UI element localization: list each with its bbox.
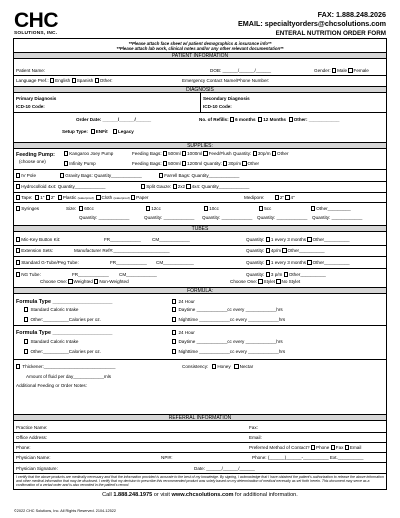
- gtube-other-checkbox[interactable]: [307, 260, 311, 264]
- nonweighted-checkbox[interactable]: [94, 279, 98, 283]
- bag-500b-label: 500ml: [168, 161, 181, 166]
- ng-cm-field[interactable]: CM____________: [119, 272, 157, 277]
- syringe-5-label: 5cc: [264, 206, 272, 211]
- tape-label: Tape:: [21, 195, 33, 200]
- dob-field[interactable]: DOB: ______/______/______: [210, 68, 272, 73]
- gtube-fr-field[interactable]: FR____________: [110, 260, 147, 265]
- tubes-header: TUBES: [14, 225, 386, 232]
- refill-other-label: Other: ____________: [293, 117, 340, 122]
- hour24-1: [172, 299, 195, 304]
- formula-header: FORMULA:: [14, 287, 386, 294]
- pref-email-label: Email: [349, 445, 362, 450]
- extension-4pm-checkbox[interactable]: [266, 248, 270, 252]
- pref-fax-checkbox[interactable]: [331, 445, 335, 449]
- syringe-other-label: Other_________: [316, 206, 351, 211]
- infinity-label: Infinity Pump: [69, 161, 96, 166]
- syringe-other-checkbox[interactable]: [311, 206, 315, 210]
- extension-other-checkbox[interactable]: [282, 248, 286, 252]
- syringe-60-qty[interactable]: Quantity: ____________: [79, 215, 130, 220]
- supplies-header: SUPPLIES:: [14, 142, 386, 149]
- referral-fax-label: Fax:: [249, 425, 258, 430]
- bags-30pm-checkbox[interactable]: [253, 151, 257, 155]
- order-date-field[interactable]: Order Date: ______/______/______: [76, 117, 152, 122]
- preferred-contact-label: Preferred Method of Contact?: [249, 445, 310, 450]
- english-checkbox[interactable]: [50, 78, 54, 82]
- email-address[interactable]: EMAIL: specialtyorders@chcsolutions.com: [238, 19, 386, 28]
- refills-field: [199, 117, 339, 122]
- primary-diagnosis-label: Primary Diagnosis: [16, 96, 57, 101]
- cloth-checkbox[interactable]: [96, 195, 100, 199]
- mickey-other-label: Other__________: [312, 237, 350, 242]
- form-title: ENTERAL NUTRITION ORDER FORM: [275, 30, 386, 37]
- bags-other-label: Other: [277, 151, 289, 156]
- lang-other-label: Other:: [99, 78, 113, 83]
- other-calories-1-checkbox[interactable]: [24, 317, 28, 321]
- paper-label: Paper: [136, 195, 149, 200]
- extension-other-label: Other__________: [287, 248, 325, 253]
- honey-label: Honey: [217, 364, 231, 369]
- referral-phone-label: Phone:: [16, 445, 31, 450]
- fluid-per-day-field[interactable]: Amount of fluid per day____________mls: [26, 374, 112, 379]
- syringe-5-qty[interactable]: Quantity: ____________: [257, 215, 308, 220]
- order-form: [13, 38, 387, 490]
- other-calories-1-label: Other:__________Calories per oz.: [30, 317, 101, 322]
- syringe-size-label: Size:: [66, 206, 77, 211]
- weight-choose-label: Choose One:: [40, 279, 68, 284]
- feeding-bags-row-1: [132, 151, 289, 156]
- syringe-other-qty[interactable]: Quantity: ____________: [312, 215, 363, 220]
- weight-choice: [40, 279, 129, 284]
- plastic-label: Plastic: [62, 195, 77, 200]
- preferred-contact: [249, 445, 361, 450]
- tape-2in-label: 2": [50, 195, 56, 200]
- stylet-label: Stylet: [263, 279, 276, 284]
- male-label: Male: [337, 68, 348, 73]
- spanish-label: Spanish: [76, 78, 94, 83]
- attach-note-2: **Please attach lab work, clinical notes and/or any other relevant documentation**: [116, 46, 284, 51]
- legacy-checkbox[interactable]: [113, 129, 117, 133]
- patient-name-label: Patient Name:: [16, 68, 46, 73]
- consistency-field: [182, 364, 253, 369]
- daytime-1-label: Daytime ____________cc every ____________hrs: [178, 307, 283, 312]
- plastic-waterproof-note: (waterproof): [77, 196, 94, 200]
- syringe-10-label: 10cc: [209, 206, 219, 211]
- formula-type-1[interactable]: Formula Type ____________________: [16, 299, 113, 305]
- medipore-2in-label: 2": [279, 195, 285, 200]
- iv-pole-label: IV Pole: [21, 173, 36, 178]
- mickey-option: [16, 237, 60, 242]
- standard-intake-2-label: Standard Caloric Intake: [30, 339, 79, 344]
- physician-signature-label: Physician Signature:: [16, 466, 58, 471]
- spanish-checkbox[interactable]: [72, 78, 76, 82]
- kangaroo-label: Kangaroo Joey Pump: [69, 151, 114, 156]
- bags-other-checkbox[interactable]: [272, 151, 276, 155]
- secondary-icd-label: ICD-10 Code:: [203, 104, 232, 109]
- bag-1200-checkbox[interactable]: [182, 161, 186, 165]
- footer-call-mid: or visit: [152, 492, 172, 498]
- syringe-60-checkbox[interactable]: [79, 206, 83, 210]
- pref-fax-label: Fax: [335, 445, 344, 450]
- gender-field: [314, 68, 369, 73]
- farrell-checkbox[interactable]: [159, 173, 163, 177]
- syringe-60-label: 60cc: [84, 206, 94, 211]
- female-label: Female: [353, 68, 369, 73]
- gauze-4x4-label: 4x4: Quantity____________: [191, 184, 250, 189]
- secondary-diagnosis-label: Secondary Diagnosis: [203, 96, 250, 101]
- nonweighted-label: Non-Weighted: [99, 279, 129, 284]
- refill-6-checkbox[interactable]: [230, 117, 234, 121]
- ng-qty-label: Quantity:: [246, 272, 265, 277]
- feed-flush-checkbox[interactable]: [203, 151, 207, 155]
- ng-qty: [246, 272, 326, 277]
- bags2-30pm-checkbox[interactable]: [223, 161, 227, 165]
- syringe-10: [204, 206, 219, 211]
- daytime-1-checkbox[interactable]: [172, 307, 176, 311]
- language-label: Language Pref.:: [16, 78, 49, 83]
- feeding-bags-label-1: Feeding Bags:: [132, 151, 162, 156]
- emergency-contact-label: Emergency Contact Name/Phone Number:: [182, 78, 270, 83]
- copyright: ©2022 CHC Solutions, Inc. All Rights Reserved. 2104-12522: [14, 509, 116, 513]
- ng-3pm-label: 3 p/m: [270, 272, 283, 277]
- stylet-checkbox[interactable]: [258, 279, 262, 283]
- other-calories-1: [24, 317, 101, 322]
- female-checkbox[interactable]: [348, 68, 352, 72]
- gtube-checkbox[interactable]: [16, 260, 20, 264]
- nighttime-1-checkbox[interactable]: [172, 317, 176, 321]
- mickey-1every3-label: 1 every 3 months: [270, 237, 307, 242]
- referral-email-label: Email:: [249, 435, 262, 440]
- daytime-2-label: Daytime ____________cc every ____________hrs: [178, 339, 283, 344]
- honey-checkbox[interactable]: [212, 364, 216, 368]
- primary-icd-label: ICD-10 Code:: [16, 104, 45, 109]
- feeding-bags-label-2: Feeding Bags:: [132, 161, 162, 166]
- split-gauze-checkbox[interactable]: [141, 184, 145, 188]
- npi-label: NPI#:: [161, 455, 173, 460]
- footer-contact: [0, 492, 400, 498]
- medipore-4in-label: 4": [290, 195, 295, 200]
- ng-tube-label: NG Tube:: [21, 272, 41, 277]
- syringe-5: [259, 206, 271, 211]
- setup-type-label: Setup Type:: [62, 129, 88, 134]
- gender-label: Gender:: [314, 68, 331, 73]
- bag-500-label: 500ml: [168, 151, 181, 156]
- enfit-label: ENFit: [95, 129, 108, 134]
- ng-fr-field[interactable]: FR____________: [72, 272, 109, 277]
- hour24-2-label: 24 Hour: [178, 330, 195, 335]
- nighttime-1: [172, 317, 285, 322]
- bags2-30pm-label: 30p/m: [228, 161, 242, 166]
- syringe-5-checkbox[interactable]: [259, 206, 263, 210]
- farrell-bags-option: [159, 173, 239, 178]
- syringes-label: Syringes: [21, 206, 40, 211]
- split-gauze-label: Split Gauze:: [146, 184, 172, 189]
- gravity-bags-option: [60, 173, 142, 178]
- feeding-pump-label: Feeding Pump:: [16, 152, 55, 158]
- nighttime-1-label: Nighttime ____________cc every ____________hrs: [178, 317, 286, 322]
- syringe-12-label: 12cc: [151, 206, 161, 211]
- bags2-other-checkbox[interactable]: [242, 161, 246, 165]
- stylet-choice: [230, 279, 300, 284]
- tape-row: [16, 195, 148, 200]
- split-gauze-option: [141, 184, 249, 189]
- lang-other-checkbox[interactable]: [95, 78, 99, 82]
- english-label: English: [55, 78, 71, 83]
- mickey-1every3-checkbox[interactable]: [266, 237, 270, 241]
- refill-12-checkbox[interactable]: [258, 117, 262, 121]
- iv-pole-row: [16, 173, 36, 178]
- mickey-fr-field[interactable]: FR____________: [104, 237, 141, 242]
- mickey-qty: [246, 237, 350, 242]
- gauze-2x2-checkbox[interactable]: [173, 184, 177, 188]
- iv-pole-checkbox[interactable]: [16, 173, 20, 177]
- weighted-label: Weighted: [73, 279, 93, 284]
- gauze-2x2-label: 2x2: [177, 184, 186, 189]
- bag-1200-label: 1200ml: [187, 161, 203, 166]
- plastic-checkbox[interactable]: [58, 195, 62, 199]
- hydrocolloid-checkbox[interactable]: [16, 184, 20, 188]
- bags2-qty-label: Quantity:: [203, 161, 222, 166]
- medipore-label: Medipore:: [244, 195, 265, 200]
- no-stylet-checkbox[interactable]: [276, 279, 280, 283]
- standard-intake-2: [24, 339, 78, 344]
- other-calories-2-checkbox[interactable]: [24, 349, 28, 353]
- consistency-label: Consistency:: [182, 364, 209, 369]
- enfit-checkbox[interactable]: [91, 129, 95, 133]
- gtube-qty-label: Quantity:: [246, 260, 265, 265]
- choose-one-label: (choose one): [19, 159, 46, 164]
- daytime-1: [172, 307, 283, 312]
- gtube-other-label: Other__________: [312, 260, 350, 265]
- syringe-10-qty[interactable]: Quantity: ____________: [202, 215, 253, 220]
- refill-12-label: 12 Months: [263, 117, 286, 122]
- thickener-checkbox[interactable]: [16, 364, 20, 368]
- mickey-label: Mic-Key Button Kit:: [21, 237, 61, 242]
- hydrocolloid-label: Hydrocolloid 4x4: Quantity____________: [21, 184, 106, 189]
- legacy-label: Legacy: [118, 129, 134, 134]
- ng-other-checkbox[interactable]: [284, 272, 288, 276]
- daytime-2-checkbox[interactable]: [172, 339, 176, 343]
- extension-option: [16, 248, 53, 253]
- practice-name-label: Practice Name:: [16, 425, 48, 430]
- pref-phone-label: Phone: [316, 445, 330, 450]
- tape-1in-checkbox[interactable]: [35, 195, 39, 199]
- tape-2in-checkbox[interactable]: [46, 195, 50, 199]
- hour24-1-label: 24 Hour: [178, 299, 195, 304]
- gtube-1every3-label: 1 every 3 months: [270, 260, 307, 265]
- cloth-label: Cloth: [101, 195, 113, 200]
- refills-label: No. of Refills:: [199, 117, 229, 122]
- patient-info-header: PATIENT INFORMATION: [14, 52, 386, 59]
- language-pref: [16, 78, 113, 83]
- office-address-label: Office Address:: [16, 435, 48, 440]
- manufacturer-ref-field[interactable]: Manufacturer Ref#:______________________: [74, 248, 170, 253]
- hydrocolloid-option: [16, 184, 105, 189]
- diagnosis-header: DIAGNOSIS: [14, 86, 386, 93]
- standard-intake-1-checkbox[interactable]: [24, 307, 28, 311]
- medipore-option: [244, 195, 295, 200]
- nectar-label: Nectar: [239, 364, 254, 369]
- kangaroo-checkbox[interactable]: [64, 151, 68, 155]
- daytime-2: [172, 339, 283, 344]
- gauze-4x4-checkbox[interactable]: [186, 184, 190, 188]
- mickey-qty-label: Quantity:: [246, 237, 265, 242]
- footer-website[interactable]: www.chcsolutions.com: [171, 492, 234, 498]
- nighttime-2-checkbox[interactable]: [172, 349, 176, 353]
- infinity-option: [64, 161, 96, 166]
- gtube-1every3-checkbox[interactable]: [266, 260, 270, 264]
- bag-1000-checkbox[interactable]: [182, 151, 186, 155]
- mickey-checkbox[interactable]: [16, 237, 20, 241]
- ng-tube-option: [16, 272, 41, 277]
- refill-6-label: 6 months: [235, 117, 256, 122]
- paper-checkbox[interactable]: [131, 195, 135, 199]
- pref-email-checkbox[interactable]: [345, 445, 349, 449]
- feed-flush-label: Feed/Flush: [208, 151, 232, 156]
- fax-number: FAX: 1.888.248.2026: [317, 10, 386, 19]
- cloth-waterproof-note: (waterproof): [113, 196, 130, 200]
- extension-label: Extension Sets:: [21, 248, 54, 253]
- feeding-bags-row-2: [132, 161, 259, 166]
- refill-other-checkbox[interactable]: [289, 117, 293, 121]
- bag-1000-label: 1000ml: [187, 151, 203, 156]
- syringes-checkbox[interactable]: [16, 206, 20, 210]
- tape-checkbox[interactable]: [16, 195, 20, 199]
- bags2-other-label: Other: [247, 161, 260, 166]
- setup-type-field: [62, 129, 134, 134]
- footer-phone[interactable]: 1.888.248.1975: [113, 492, 153, 498]
- mickey-cm-field[interactable]: CM____________: [152, 237, 190, 242]
- hour24-2: [172, 330, 195, 335]
- gravity-checkbox[interactable]: [60, 173, 64, 177]
- thickener-option: [16, 364, 115, 369]
- male-checkbox[interactable]: [332, 68, 336, 72]
- mickey-other-checkbox[interactable]: [307, 237, 311, 241]
- other-calories-2-label: Other:__________Calories per oz.: [30, 349, 101, 354]
- no-stylet-label: No Stylet: [281, 279, 301, 284]
- bag-500b-checkbox[interactable]: [163, 161, 167, 165]
- referral-header: REFERRAL INFORMATION: [14, 414, 386, 421]
- standard-intake-2-checkbox[interactable]: [24, 339, 28, 343]
- standard-intake-1: [24, 307, 78, 312]
- thickener-label: Thickener:____________________________: [22, 364, 116, 369]
- nectar-checkbox[interactable]: [234, 364, 238, 368]
- stylet-choose-label: Choose One:: [230, 279, 258, 284]
- bag-500-checkbox[interactable]: [163, 151, 167, 155]
- standard-intake-1-label: Standard Caloric Intake: [30, 307, 79, 312]
- certification-disclaimer: I certify that the above products are medically necessary and that the information provided is accurate to the best of my knowledge. By signing, I acknowledge that I have obtained the patient's authorization to release the above information and other medical information that may be disclosed. I certify that my decision to prescribe this recommended product was solely based on my determination of medical necessity as set forth herein. This document may serve as a confirmation of a verbal order and is also recorded in the patient's record.: [16, 475, 384, 487]
- company-logo: CHC: [14, 9, 58, 32]
- extension-checkbox[interactable]: [16, 248, 20, 252]
- tape-1in-label: 1": [40, 195, 45, 200]
- syringe-12: [146, 206, 161, 211]
- gtube-label: Standard G-Tube/Peg Tube:: [21, 260, 79, 265]
- attach-note-1: **Please attach face sheet w/ patient demographics & insurance info**: [128, 41, 272, 46]
- formula-type-2[interactable]: Formula Type ____________________: [16, 330, 113, 336]
- gtube-qty: [246, 260, 350, 265]
- weighted-checkbox[interactable]: [68, 279, 72, 283]
- nighttime-2-label: Nighttime ____________cc every ____________hrs: [178, 349, 286, 354]
- medipore-4in-checkbox[interactable]: [285, 195, 289, 199]
- gtube-option: [16, 260, 79, 265]
- syringe-12-checkbox[interactable]: [146, 206, 150, 210]
- syringe-10-checkbox[interactable]: [204, 206, 208, 210]
- footer-call-post: for additional information.: [233, 492, 298, 498]
- extension-qty: [246, 248, 325, 253]
- physician-name-label: Physician Name:: [16, 455, 51, 460]
- signature-date-field[interactable]: Date: ______/______/______: [194, 466, 255, 471]
- ng-tube-checkbox[interactable]: [16, 272, 20, 276]
- extension-qty-label: Quantity:: [246, 248, 265, 253]
- gtube-cm-field[interactable]: CM____________: [156, 260, 194, 265]
- farrell-label: Farrell Bags: Quantity____________: [164, 173, 240, 178]
- hour24-2-checkbox[interactable]: [172, 330, 176, 334]
- bags-30pm-label: 30p/m: [257, 151, 271, 156]
- medipore-2in-checkbox[interactable]: [275, 195, 279, 199]
- extension-4pm-label: 4p/m: [270, 248, 282, 253]
- physician-phone-field[interactable]: Phone: (______)______-__________ Ext.__________: [252, 455, 364, 460]
- gravity-label: Gravity Bags: Quantity____________: [65, 173, 142, 178]
- kangaroo-option: [64, 151, 113, 156]
- other-calories-2: [24, 349, 101, 354]
- footer-call-pre: Call: [102, 492, 114, 498]
- ng-3pm-checkbox[interactable]: [266, 272, 270, 276]
- pref-phone-checkbox[interactable]: [311, 445, 315, 449]
- additional-notes-label: Additional Feeding or Order Notes:: [16, 383, 87, 388]
- company-logo-subtitle: SOLUTIONS, INC.: [14, 31, 58, 36]
- infinity-checkbox[interactable]: [64, 161, 68, 165]
- bags-qty-label: Quantity:: [232, 151, 252, 156]
- ng-other-label: Other__________: [288, 272, 326, 277]
- nighttime-2: [172, 349, 285, 354]
- syringe-12-qty[interactable]: Quantity: ____________: [144, 215, 195, 220]
- syringe-60: [79, 206, 94, 211]
- hour24-1-checkbox[interactable]: [172, 299, 176, 303]
- syringes-option: [16, 206, 39, 211]
- syringe-other: [311, 206, 351, 211]
